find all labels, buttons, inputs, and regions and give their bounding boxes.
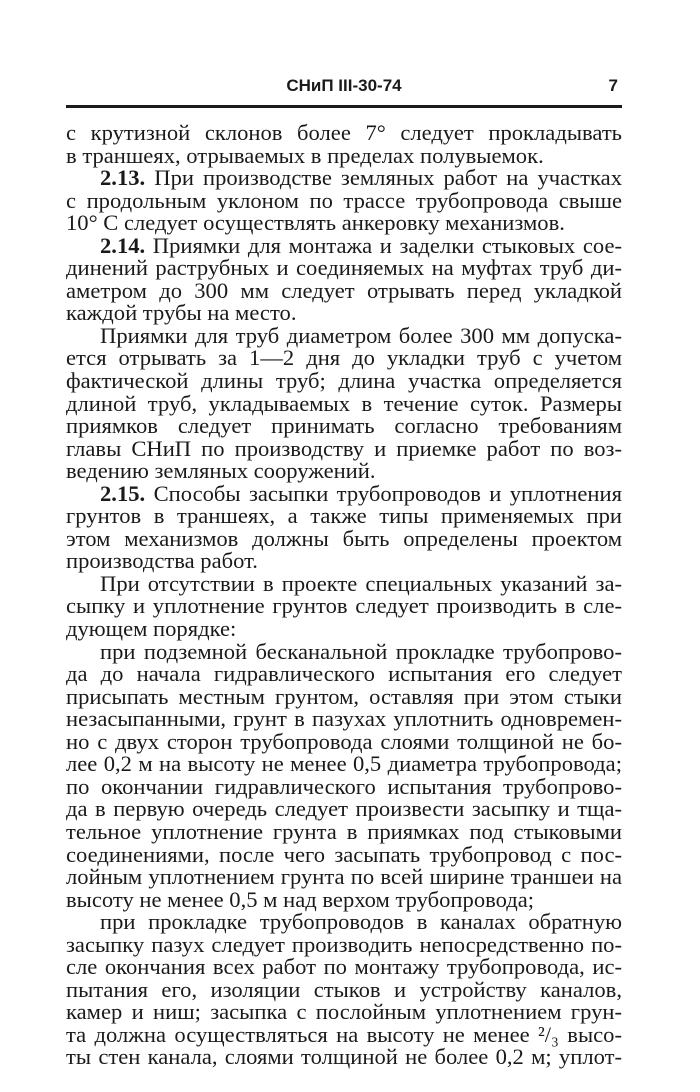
line-text: но с двух сторон трубопровода слоями толщиной не бо-	[66, 728, 622, 754]
line-text: аметром до 300 мм следует отрывать перед укладкой	[66, 277, 622, 303]
line-text: соединениями, после чего засыпать трубопровод с пос-	[66, 841, 622, 867]
text-line	[66, 302, 622, 325]
text-line	[66, 277, 622, 303]
text-line	[66, 370, 622, 393]
line-text: незасыпанными, грунт в пазухах уплотнить одновремен-	[66, 706, 622, 732]
text-line	[66, 956, 622, 979]
line-text: этом механизмов должны быть определены проектом	[66, 525, 622, 551]
line-text: в траншеях, отрываемых в пределах полувыемок.	[66, 142, 544, 168]
line-text: да до начала гидравлического испытания его следует	[66, 661, 622, 687]
line-text: сыпку и уплотнение грунтов следует производить в сле-	[66, 593, 622, 619]
line-text: лойным уплотнением грунта по всей ширине траншеи на	[66, 864, 622, 890]
text-line	[66, 570, 622, 596]
text-line	[66, 911, 622, 934]
line-text: приямков следует принимать согласно требованиям	[66, 413, 622, 439]
text-line	[66, 753, 622, 776]
text-line	[66, 663, 622, 686]
line-text: 10° С следует осуществлять анкеровку механизмов.	[66, 210, 565, 236]
text-line	[66, 232, 622, 258]
line-text: ты стен канала, слоями толщиной не более 0,2 м; уплот-	[66, 1044, 622, 1070]
line-text: грунтов в траншеях, а также типы применяемых при	[66, 503, 622, 529]
line-text: главы СНиП по производству и приемке работ по воз-	[66, 435, 622, 461]
text-line	[66, 212, 622, 235]
body-text	[66, 122, 622, 1069]
line-text: при прокладке трубопроводов в каналах обратную	[100, 909, 622, 935]
line-text: Приямки для монтажа и заделки стыковых сое-	[152, 232, 622, 258]
text-line	[66, 773, 622, 799]
page-header	[66, 76, 622, 102]
line-text: дующем порядке:	[66, 616, 237, 642]
line-text: Приямки для труб диаметром более 300 мм допуска-	[100, 322, 622, 348]
header-rule	[66, 105, 622, 108]
line-text: да в первую очередь следует произвести засыпку и тща-	[66, 796, 622, 822]
text-line	[66, 142, 622, 168]
text-line	[66, 505, 622, 528]
line-text: ется отрывать за 1—2 дня до укладки труб с учетом	[66, 345, 622, 371]
text-line	[66, 1001, 622, 1024]
line-text: пытания его, изоляции стыков и устройству каналов,	[66, 976, 622, 1002]
text-line	[66, 595, 622, 618]
line-text: При отсутствии в проекте специальных указаний за-	[100, 570, 622, 596]
clause-number: 2.13.	[100, 165, 155, 191]
text-line	[66, 460, 622, 483]
text-line	[66, 1021, 622, 1047]
line-text: при подземной бесканальной прокладке трубопрово-	[100, 638, 622, 664]
text-line	[66, 480, 622, 506]
text-line	[66, 976, 622, 1002]
text-line	[66, 638, 622, 664]
line-text: тельное уплотнение грунта в приямках под стыковыми	[66, 818, 622, 844]
text-line	[66, 866, 622, 889]
line-text: с продольным уклоном по трассе трубопровода свыше	[66, 187, 622, 213]
text-line	[66, 187, 622, 213]
line-text: длиной труб, укладываемых в течение суток. Размеры	[66, 390, 622, 416]
line-text: сле окончания всех работ по монтажу трубопровода, ис-	[66, 954, 622, 980]
text-line	[66, 390, 622, 416]
line-text: динений раструбных и соединяемых на муфтах труб ди-	[66, 255, 622, 281]
line-text: каждой трубы на место.	[66, 300, 297, 326]
text-line	[66, 167, 622, 190]
line-text: При производстве земляных работ на участках	[154, 165, 622, 191]
text-line	[66, 841, 622, 867]
line-text: производства работ.	[66, 548, 258, 574]
text-line	[66, 728, 622, 754]
text-line	[66, 257, 622, 280]
line-text: засыпку пазух следует производить непосредственно по-	[66, 931, 622, 957]
header-title: СНиП III-30-74	[286, 76, 402, 95]
text-line	[66, 708, 622, 731]
text-line	[66, 683, 622, 709]
text-line	[66, 415, 622, 438]
page-number: 7	[608, 76, 618, 95]
text-line	[66, 798, 622, 821]
text-line	[66, 435, 622, 461]
text-line	[66, 525, 622, 551]
line-text: присыпать местным грунтом, оставляя при этом стыки	[66, 683, 622, 709]
text-line	[66, 122, 622, 145]
line-text: камер и ниш; засыпка с послойным уплотнением грун-	[66, 999, 622, 1025]
text-line	[66, 818, 622, 844]
line-text: та должна осуществляться на высоту не менее ²/₃ высо-	[66, 1021, 622, 1047]
line-text: высоту не менее 0,5 м над верхом трубопровода;	[66, 886, 535, 912]
text-line	[66, 550, 622, 573]
line-text: ведению земляных сооружений.	[66, 458, 376, 484]
text-line	[66, 1046, 622, 1069]
text-line	[66, 618, 622, 641]
text-line	[66, 931, 622, 957]
line-text: Способы засыпки трубопроводов и уплотнения	[153, 480, 622, 506]
clause-number: 2.15.	[100, 480, 154, 506]
text-line	[66, 886, 622, 912]
line-text: с крутизной склонов более 7° следует прокладывать	[66, 120, 622, 145]
text-line	[66, 347, 622, 370]
line-text: фактической длины труб; длина участка определяется	[66, 368, 622, 394]
text-line	[66, 322, 622, 348]
clause-number: 2.14.	[100, 232, 153, 258]
line-text: лее 0,2 м на высоту не менее 0,5 диаметра трубопровода;	[66, 751, 622, 777]
line-text: по окончании гидравлического испытания трубопрово-	[66, 773, 622, 799]
